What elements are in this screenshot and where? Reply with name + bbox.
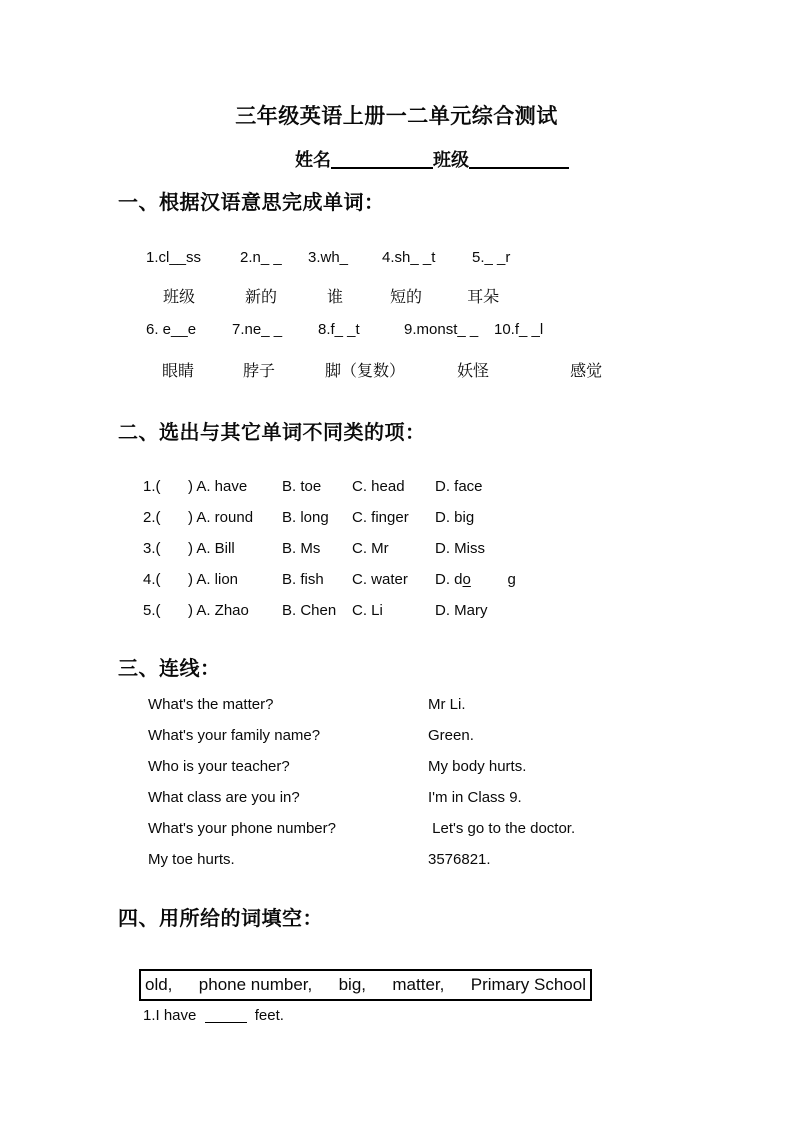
- match-row: [148, 757, 575, 788]
- section1-heading: 一、根据汉语意思完成单词：: [118, 192, 385, 214]
- class-label: 班级: [433, 150, 469, 170]
- match-right: Mr Li.: [428, 696, 466, 713]
- word-meaning: 感觉: [570, 363, 603, 380]
- choice-cell: D. Miss: [435, 540, 485, 557]
- fill-word: 6. e__e: [146, 321, 197, 338]
- section1-meanings-row1: [146, 284, 499, 307]
- class-blank-line: [469, 167, 569, 169]
- section3-matching-list: [148, 695, 575, 881]
- word-meaning: 眼睛: [162, 363, 195, 380]
- fill-word: 2.n_ _: [240, 249, 282, 266]
- match-row: [148, 726, 575, 757]
- choice-cell: B. long: [282, 509, 329, 526]
- section3-heading: 三、连线：: [118, 658, 221, 680]
- word-bank-item: matter,: [392, 975, 445, 994]
- fill-word: 8.f_ _t: [318, 321, 360, 338]
- choice-cell: C. Mr: [352, 540, 389, 557]
- section4-heading: 四、用所给的词填空：: [118, 908, 323, 930]
- choice-row: [143, 508, 516, 539]
- fill-word: 5._ _r: [472, 249, 511, 266]
- word-bank-item: phone number,: [198, 975, 313, 994]
- word-meaning: 班级: [163, 289, 196, 306]
- choice-cell: C. finger: [352, 509, 409, 526]
- match-row: [148, 819, 575, 850]
- fill-sentence-pre: 1.I have: [143, 1007, 201, 1024]
- choice-cell: 1.(: [143, 478, 161, 495]
- choice-cell: B. Chen: [282, 602, 337, 619]
- name-class-line: [295, 146, 569, 172]
- match-left: What's your phone number?: [148, 820, 336, 837]
- word-bank-item: big,: [338, 975, 367, 994]
- choice-cell: B. toe: [282, 478, 322, 495]
- word-meaning: 耳朵: [467, 289, 500, 306]
- fill-sentence: [143, 1007, 284, 1024]
- fill-word: 10.f_ _l: [494, 321, 544, 338]
- choice-cell: D. do g: [435, 571, 516, 588]
- match-right: Let's go to the doctor.: [428, 820, 576, 837]
- choice-cell: C. head: [352, 478, 405, 495]
- choice-cell: ) A. round: [188, 509, 254, 526]
- match-right: 3576821.: [428, 851, 491, 868]
- fill-sentence-post: feet.: [250, 1007, 284, 1024]
- match-right: I'm in Class 9.: [428, 789, 522, 806]
- choice-row: [143, 539, 516, 570]
- choice-row: [143, 570, 516, 601]
- name-blank-line: [331, 167, 433, 169]
- choice-cell: B. Ms: [282, 540, 321, 557]
- choice-cell: C. Li: [352, 602, 383, 619]
- section1-words-row1: [146, 249, 510, 266]
- choice-row: [143, 601, 516, 632]
- choice-cell: 5.(: [143, 602, 161, 619]
- fill-word: 9.monst_ _: [404, 321, 479, 338]
- word-meaning: 新的: [245, 289, 278, 306]
- choice-cell: D. big: [435, 509, 475, 526]
- section1-words-row2: [146, 321, 543, 338]
- choice-cell: 2.(: [143, 509, 161, 526]
- match-left: What's your family name?: [148, 727, 321, 744]
- word-meaning: 妖怪: [457, 363, 490, 380]
- choice-cell: D. Mary: [435, 602, 488, 619]
- word-bank-item: Primary School: [470, 975, 586, 994]
- match-row: [148, 695, 575, 726]
- section1-meanings-row2: [146, 358, 602, 381]
- match-right: Green.: [428, 727, 474, 744]
- match-row: [148, 850, 575, 881]
- choice-cell: D. face: [435, 478, 483, 495]
- match-row: [148, 788, 575, 819]
- choice-cell: ) A. Zhao: [188, 602, 249, 619]
- match-left: What class are you in?: [148, 789, 300, 806]
- underlined-letter: o: [462, 571, 471, 588]
- page-title: 三年级英语上册一二单元综合测试: [235, 105, 558, 128]
- match-right: My body hurts.: [428, 758, 527, 775]
- match-left: Who is your teacher?: [148, 758, 290, 775]
- choice-cell: ) A. have: [188, 478, 248, 495]
- fill-blank-line: [205, 1022, 247, 1023]
- word-bank-box: [139, 969, 592, 1001]
- fill-word: 3.wh_: [308, 249, 349, 266]
- choice-cell: C. water: [352, 571, 408, 588]
- choice-cell: 3.(: [143, 540, 161, 557]
- fill-word: 1.cl__ss: [146, 249, 202, 266]
- choice-row: [143, 477, 516, 508]
- fill-word: 7.ne_ _: [232, 321, 283, 338]
- choice-cell: B. fish: [282, 571, 324, 588]
- choice-cell: ) A. Bill: [188, 540, 235, 557]
- fill-word: 4.sh_ _t: [382, 249, 436, 266]
- choice-cell: 4.(: [143, 571, 161, 588]
- section2-choice-list: [143, 477, 516, 632]
- match-left: What's the matter?: [148, 696, 274, 713]
- word-meaning: 短的: [390, 289, 423, 306]
- match-left: My toe hurts.: [148, 851, 235, 868]
- word-meaning: 谁: [327, 289, 344, 306]
- choice-cell: ) A. lion: [188, 571, 239, 588]
- section2-heading: 二、选出与其它单词不同类的项：: [118, 422, 426, 444]
- name-label: 姓名: [295, 150, 331, 170]
- word-meaning: 脖子: [243, 363, 276, 380]
- word-bank-item: old,: [145, 975, 173, 994]
- word-meaning: 脚（复数）: [325, 363, 406, 380]
